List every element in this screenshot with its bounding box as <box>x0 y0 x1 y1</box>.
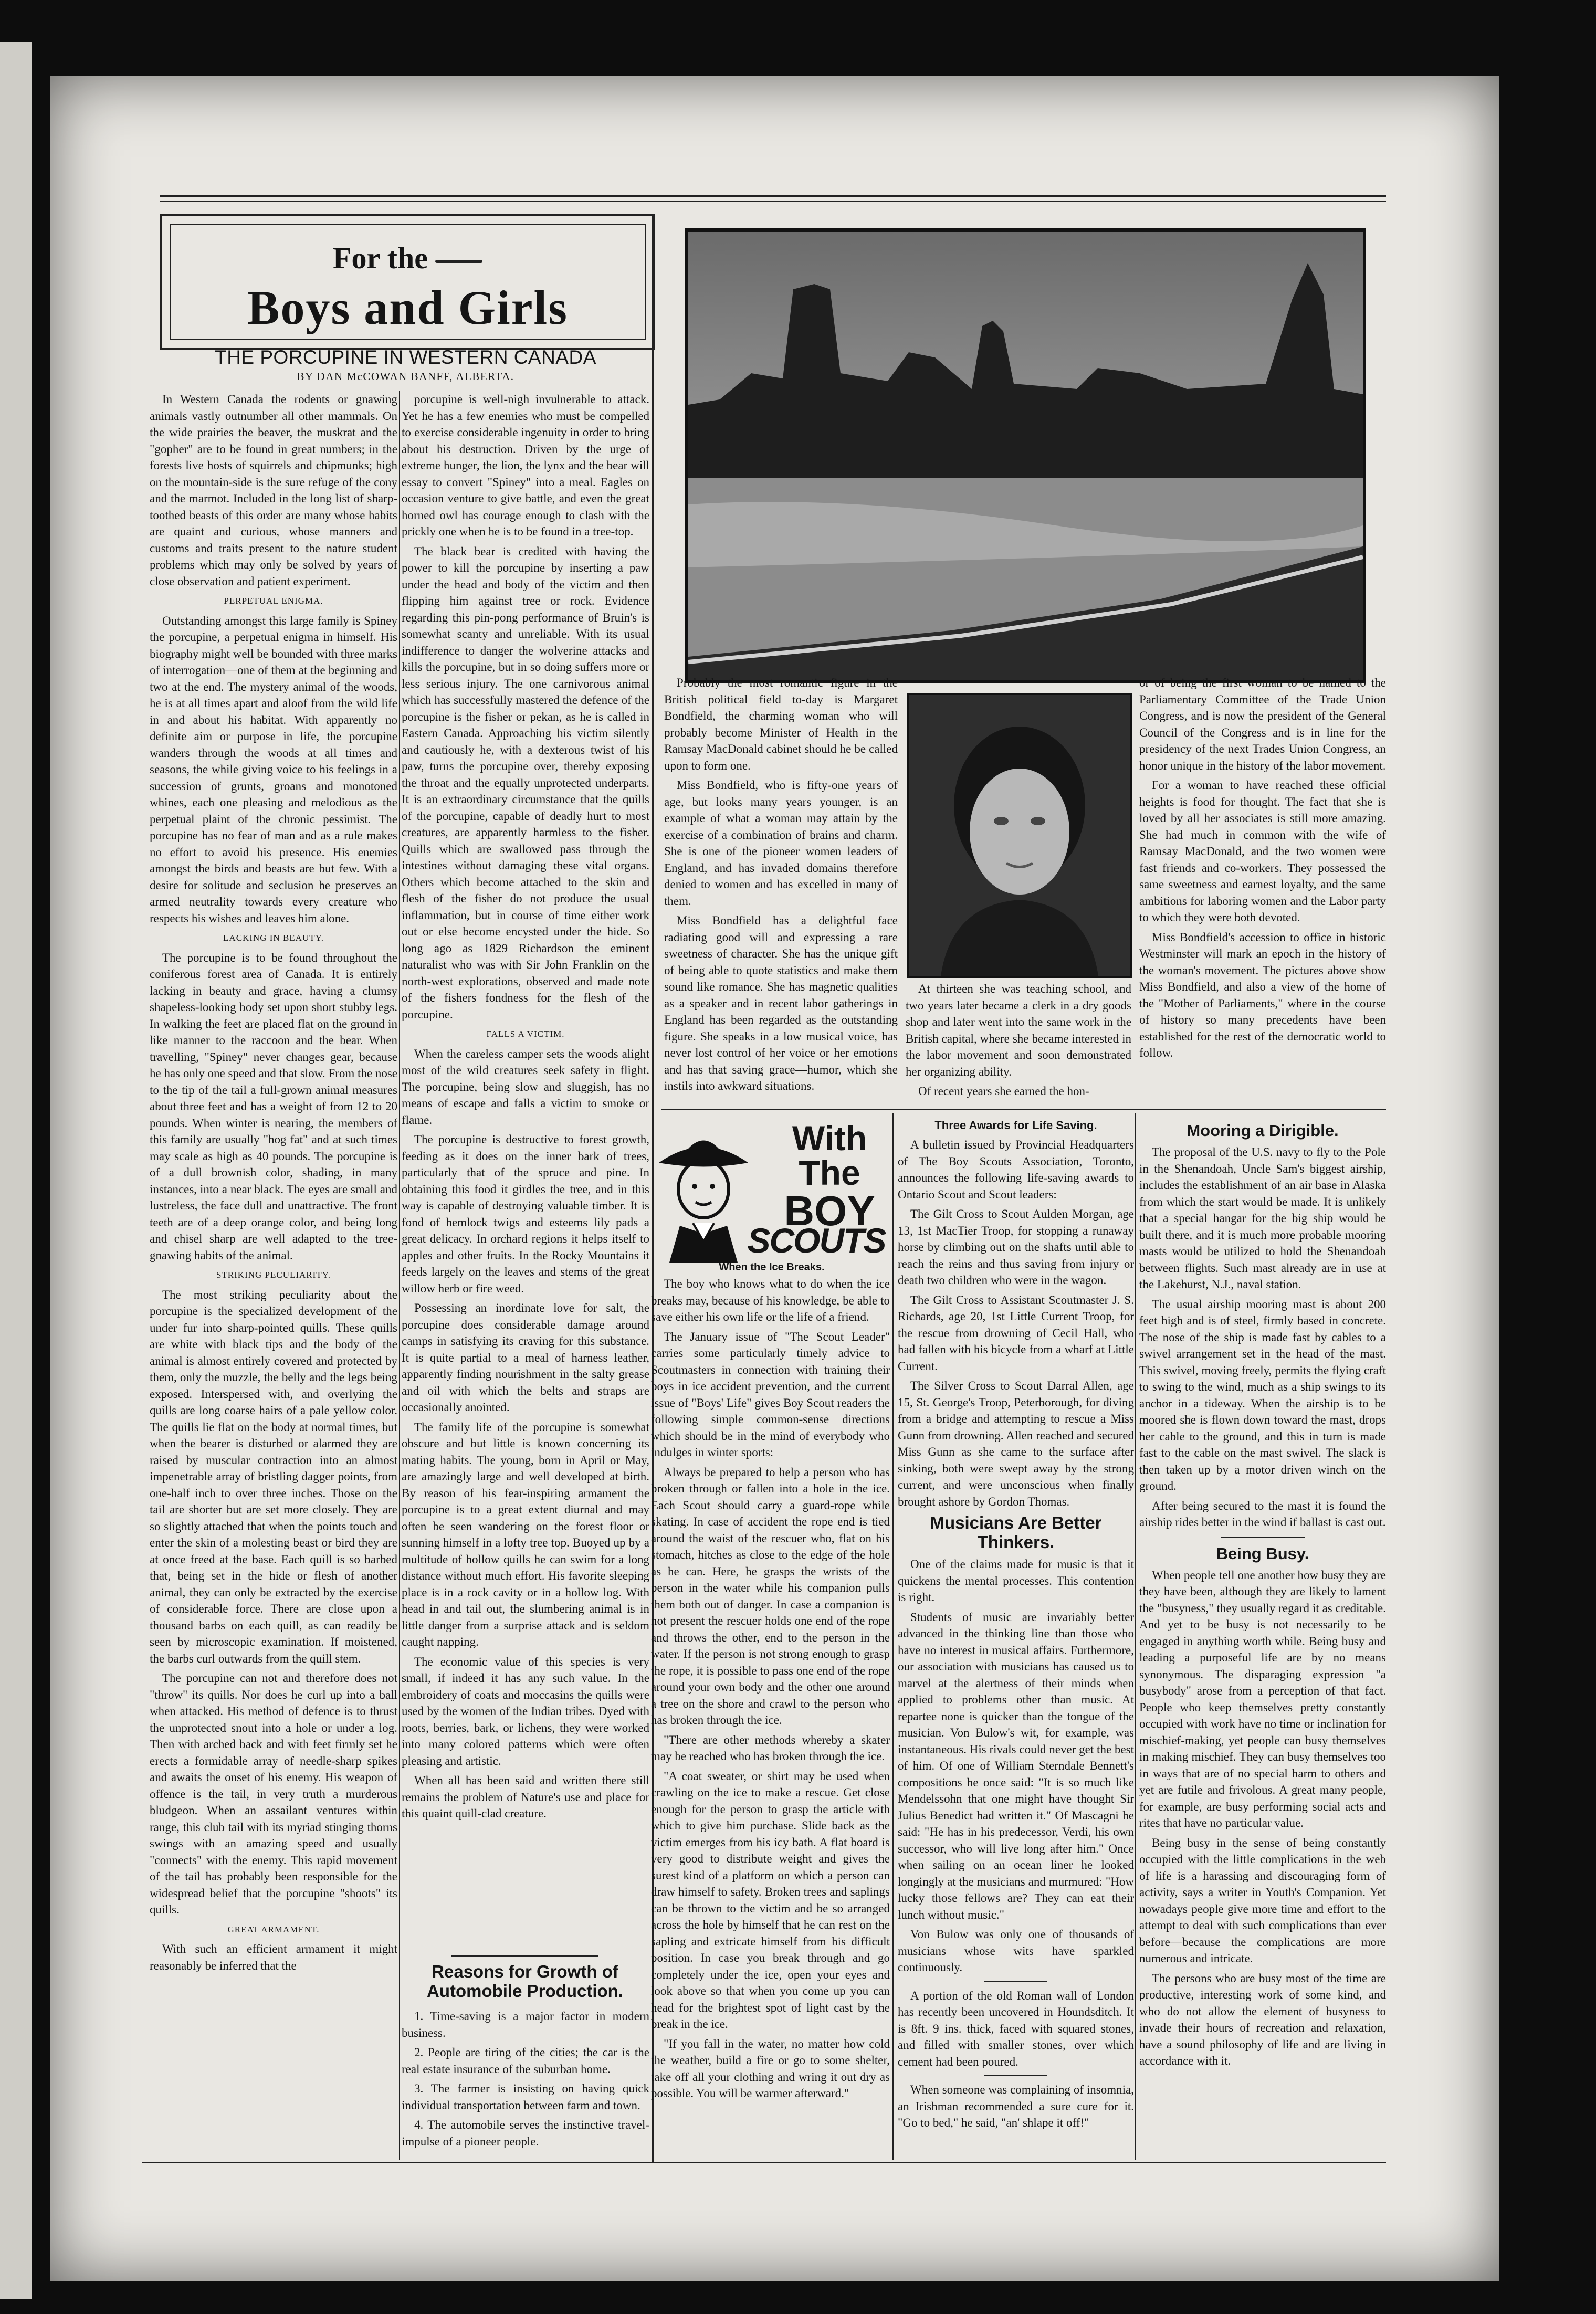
paragraph: "If you fall in the water, no matter how cold the weather, build a fire or go to some shelter, take off all your clothing and wring it out dry as possible. You will be warmer afterward." <box>651 2037 890 2100</box>
bondfield-column-a <box>664 675 898 1110</box>
paragraph: The economic value of this species is very small, if indeed it has any such value. In the embroidery of coats and moccasins the quills were used by the women of the Indian tribes. Dyed with roots, berries, bark, or lichens, they were worked into many colored patterns which were often pleasing and artistic. <box>402 1655 649 1768</box>
header-line2: Boys and Girls <box>247 281 568 334</box>
porcupine-byline: BY DAN McCOWAN BANFF, ALBERTA. <box>297 370 514 383</box>
header-line1-text: For the <box>333 241 428 275</box>
paragraph: When someone was complaining of insomnia, an Irishman recommended a sure cure for it. "Go to bed," he said, "an' shlape it off!" <box>898 2083 1134 2129</box>
adjacent-page-edge <box>0 42 32 2299</box>
paragraph: With such an efficient armament it might reasonably be inferred that the <box>150 1942 397 1972</box>
porcupine-title: THE PORCUPINE IN WESTERN CANADA <box>215 346 596 368</box>
paragraph: Probably the most romantic figure in the British political field to-day is Margaret Bondfield, the charming woman who will probably become Minister of Health in the Ramsay MacDonald cabinet should he be called upon to form one. <box>664 676 898 772</box>
paragraph: Outstanding amongst this large family is Spiney the porcupine, a perpetual enigma in himself. His biography might well be bounded with three marks of interrogation—one of them at the beginning and two at the end. The mystery animal of the woods, he is at all times apart and aloof from the wild life in and about his habitat. With apparently no definite aim or purpose in life, the porcupine wanders through the woods at all times and seasons, the while giving voice to his feelings in a succession of grunts, groans and monotoned whines, each one pleasing and melodious as the perpetual plaint of the chronic pessimist. The porcupine has no fear of man and as a rule makes no effort to avoid his presence. His enemies amongst the birds and beasts are but few. With a desire for solitude and seclusion he preserves an armed neutrality towards every creature who respects his wishes and leaves him alone. <box>150 614 397 925</box>
paragraph: When all has been said and written there still remains the problem of Nature's use and place for this quaint quill-clad creature. <box>402 1774 649 1820</box>
bondfield-column-b <box>906 981 1131 1112</box>
scouts-body <box>651 1276 890 2163</box>
porcupine-column-2 <box>402 391 649 1945</box>
paragraph: The porcupine can not and therefore does not "throw" its quills. Nor does he curl up into a ball when attacked. His method of defence is to thrust the unprotected snout into a hole or under a log. Then with arched back and with feet firmly set he erects a formidable array of needle-sharp spikes and awaits the onset of his enemy. His weapon of offence is the tail, in very truth a murderous bludgeon. When an assailant ventures within range, this club tail with its myriad stinging thorns swings with an amazing speed and usually "connects" with the enemy. This rapid movement of the tail has probably been responsible for the widespread belief that the porcupine "shoots" its quills. <box>150 1671 397 1916</box>
awards-section <box>898 1116 1134 2165</box>
paragraph: The Gilt Cross to Scout Aulden Morgan, age 13, 1st MacTier Troop, for stopping a runaway horse by climbing out on the shafts until able to reach the reins and thus saving from injury or death two children who were in the wagon. <box>898 1207 1134 1287</box>
paragraph: The proposal of the U.S. navy to fly to the Pole in the Shenandoah, Uncle Sam's biggest airship, includes the establishment of an air base in Alaska from which the start would be made. It is unlikely that a special hangar for the big ship would be built there, and it is much more probable mooring masts would be utilized to hold the Shenandoah between flights. Such mast already are in use at the Lakehurst, N.J., naval station. <box>1139 1145 1386 1291</box>
paragraph: porcupine is well-nigh invulnerable to attack. Yet he has a few enemies who must be compelled to exercise considerable ingenuity in order to bring about his destruction. Driven by the urge of extreme hunger, the lion, the lynx and the bear will essay to convert "Spiney" into a meal. Eagles on occasion venture to give battle, and even the great horned owl has courage enough to clash with the prickly one when he is to be found in a tree-top. <box>402 393 649 538</box>
column-rule <box>399 391 400 2160</box>
bondfield-portrait <box>907 693 1132 978</box>
paragraph: In Western Canada the rodents or gnawing animals vastly outnumber all other mammals. On the wide prairies the beaver, the muskrat and the "gopher" are to be found in great numbers; in the forests live hosts of squirrels and chipmunks; high on the mountain-side is the sure refuge of the cony and the marmot. Included in the long list of sharp-toothed beasts of this order are many whose habits are quaint and curious, whose manners and customs and traits present to the nature student problems which may only be solved by years of close observation and patient experiment. <box>150 393 397 588</box>
paragraph: or of being the first woman to be named to the Parliamentary Committee of the Trade Union Congress, and is now the president of the General Council of the Congress and is in line for the presidency of the next Trades Union Congress, an honor unique in the history of the labor movement. <box>1139 676 1386 772</box>
auto-list-item: 2. People are tiring of the cities; the car is the real estate insurance of the suburban home. <box>402 2046 649 2076</box>
column-rule <box>892 1113 894 2160</box>
header-line1 <box>171 240 645 276</box>
paragraph: The Silver Cross to Scout Darral Allen, age 15, St. George's Troop, Peterborough, for diving from a bridge and attempting to rescue a Miss Gunn from drowning. Allen reached and secured Miss Gunn as she came to the surface after sinking, both were swept away by the strong current, and were unconscious when finally brought ashore by Gordon Thomas. <box>898 1379 1134 1508</box>
paragraph: The porcupine is destructive to forest growth, feeding as it does on the inner bark of trees, particularly that of the spruce and pine. In obtaining this food it girdles the tree, and in this way is capable of destroying valuable timber. It is fond of hemlock twigs and esteems lily pads a great delicacy. In orchard regions it helps itself to apples and other fruits. In the Rocky Mountains it feeds largely on the leaves and stems of the great willow herb or fire weed. <box>402 1133 649 1295</box>
top-rule-thin <box>160 201 1386 202</box>
dirigible-title: Mooring a Dirigible. <box>1186 1121 1339 1140</box>
paragraph: Possessing an inordinate love for salt, the porcupine does considerable damage around camps in satisfying its craving for this substance. It is quite partial to a meal of harness leather, apparently finding nourishment in the salty grease and oil with which the belts and straps are occasionally anointed. <box>402 1301 649 1414</box>
subheading: FALLS A VICTIM. <box>486 1029 565 1039</box>
paragraph: Von Bulow was only one of thousands of musicians whose wits have sparkled continuously. <box>898 1928 1134 1974</box>
paragraph: Students of music are invariably better advanced in the thinking line than those who have no interest in musical affairs. Furthermore, our association with musicians has caused us to marvel at the alertness of their minds when applied to problems other than music. At repartee none is quicker than the tongue of the musician. Von Bulow's wit, for example, was instantaneous. His rivals could never get the best of him. Of one of William Sterndale Bennett's compositions he once said: "It is so much like Mendelssohn that one might have thought Sir Julius Benedict had written it." Of Mascagni he said: "He has in his predecessor, Verdi, his own successor, who will live long after him." Once when sailing on an ocean liner he looked longingly at the musicians and murmured: "How lucky those fellows are? They can eat their lunch without music." <box>898 1610 1134 1921</box>
auto-list-item: 3. The farmer is insisting on having quick individual transportation between farm and town. <box>402 2082 649 2112</box>
section-header-inner <box>170 224 646 340</box>
subheading: STRIKING PECULIARITY. <box>216 1270 331 1280</box>
paragraph: When the careless camper sets the woods alight most of the wild creatures seek safety in flight. The porcupine, being slow and sluggish, has no means of escape and falls a victim to smoke or flame. <box>402 1047 649 1127</box>
auto-title: Reasons for Growth of Automobile Production. <box>427 1962 623 2001</box>
subheading: GREAT ARMAMENT. <box>227 1924 320 1934</box>
paragraph: One of the claims made for music is that it quickens the mental processes. This contention is right. <box>898 1558 1134 1604</box>
divider <box>1221 1537 1305 1538</box>
paragraph: Miss Bondfield has a delightful face radiating good will and expressing a rare sweetness of character. She has the unique gift of being able to quote statistics and make them sound like romance. She has magnetic qualities as a speaker and in recent labor gatherings in England has been regarded as the outstanding figure. She speaks in a low musical voice, has never lost control of her voice or her emotions and has that saving grace—humor, which she instils into awkward situations. <box>664 914 898 1092</box>
auto-list-item: 4. The automobile serves the instinctive travel-impulse of a pioneer people. <box>402 2118 649 2148</box>
paragraph: The black bear is credited with having the power to kill the porcupine by inserting a paw under the head and body of the victim and then flipping him against tree or rock. Evidence regarding this pin-pong performance of Bruin's is somewhat scanty and unreliable. With its usual indifference to danger the wolverine attacks and kills the porcupine, but in so doing suffers more or less serious injury. The one carnivorous animal which has successfully mastered the defence of the porcupine is the fisher or pekan, as he is called in Eastern Canada. Approaching his victim silently and cautiously he, with a dexterous twist of his paw, turns the porcupine over, thereby exposing the throat and the equally unprotected underparts. It is an extraordinary circumstance that the quills of the porcupine, capable of deadly hurt to most creatures, are apparently harmless to the fisher. Quills which are swallowed pass through the intestines without damaging these vital organs. Others which become attached to the skin and flesh of the fisher do not produce the usual inflammation, but in course of time either work out or else become encysted under the hide. So long ago as 1829 Richardson the eminent naturalist who was with Sir John Franklin on the north-west explorations, observed and made note of the fishers fondness for the flesh of the porcupine. <box>402 544 649 1021</box>
middle-rule <box>662 1109 1386 1110</box>
paragraph: At thirteen she was teaching school, and two years later became a clerk in a dry goods shop and later went into the same work in the British capital, where she became interested in the labor movement and soon demonstrated her organizing ability. <box>906 982 1131 1078</box>
paragraph: A portion of the old Roman wall of London has recently been uncovered in Houndsditch. It is 8ft. 9 ins. thick, faced with squared stones, and filled with smaller stones, over which cement had been poured. <box>898 1989 1134 2068</box>
scouts-subtitle: When the Ice Breaks. <box>719 1261 825 1273</box>
paragraph: After being secured to the mast it is found the airship rides better in the wind if ballast is cast out. <box>1139 1499 1386 1529</box>
porcupine-column-1 <box>150 391 397 2160</box>
scouts-title-line3: BOY <box>784 1187 875 1234</box>
divider <box>984 1981 1047 1982</box>
paragraph: The boy who knows what to do when the ice breaks may, because of his knowledge, be able to save either his own life or the life of a friend. <box>651 1277 890 1323</box>
subheading: PERPETUAL ENIGMA. <box>224 596 323 606</box>
section-header-box <box>160 214 655 350</box>
paragraph: The family life of the porcupine is somewhat obscure and but little is known concerning its mating habits. The young, born in April or May, are amazingly large and well developed at birth. By reason of his fear-inspiring armament the porcupine is to a great extent diurnal and may often be seen wandering on the forest floor or sunning himself in a lofty tree top. Buoyed up by a multitude of hollow quills he can swim for a long distance without much effort. His favorite sleeping place is in a rock cavity or in a hollow log. With head in and tail out, the slumbering animal is in little danger from a surprise attack and is seldom caught napping. <box>402 1420 649 1648</box>
column-rule <box>1135 1113 1136 2160</box>
awards-title: Three Awards for Life Saving. <box>934 1119 1097 1132</box>
paragraph: Miss Bondfield, who is fifty-one years of age, but looks many years younger, is an example of what a woman may attain by the exercise of a combination of brains and charm. She is one of the pioneer women leaders of England, and has invaded domains therefore denied to women and has excelled in many of them. <box>664 779 898 908</box>
boy-scouts-heading <box>648 1121 895 1273</box>
auto-divider <box>452 1955 598 1957</box>
paragraph: "There are other methods whereby a skater may be reached who has broken through the ice. <box>651 1733 890 1763</box>
paragraph: The usual airship mooring mast is about 200 feet high and is of steel, firmly based in concrete. The nose of the ship is made fast by cables to a swivel arrangement set in the head of the mast. This swivel, moving freely, permits the flying craft to swing to the wind, much as a ship swings to its anchor in a tideway. When the airship is to be moored she is flown down toward the mast, drops her cable to the ground, and this in turn is made fast to the cable on the mast swivel. The slack is then taken up by a motor driven winch on the ground. <box>1139 1297 1386 1492</box>
bottom-rule <box>142 2162 1386 2163</box>
paragraph: Being busy in the sense of being constantly occupied with the little complications in the web of life is a harassing and discouraging form of activity, says a writer in Youth's Companion. Yet nowadays people give more time and effort to the attempt to deal with such complications than ever before—because the complications are more numerous and intricate. <box>1139 1836 1386 1965</box>
dirigible-section <box>1139 1118 1386 2160</box>
woman-portrait-image <box>909 695 1130 976</box>
paragraph: When people tell one another how busy they are they have been, although they are likely to lament the "busyness," they usually regard it as creditable. And yet to be busy is not necessarily to be engaged in anything worth while. Being busy and leading a purposeful life are by no means synonymous. The disparaging expression "a busybody" arose from a perception of that fact. People who keep themselves pretty constantly occupied with work have no time or inclination for mischief-making, yet people can busy themselves in making mischief. They can busy themselves too in ways that are of no special harm to others and yet are futile and frivolous. A great many people, for example, are busy performing social acts and rites that have no particular value. <box>1139 1568 1386 1829</box>
divider <box>984 2075 1047 2076</box>
paragraph: The persons who are busy most of the time are productive, interesting work of some kind, and who do not allow the element of busyness to invade their hours of recreation and relaxation, have a sound philosophy of life and are living in accordance with it. <box>1139 1971 1386 2067</box>
paragraph: Always be prepared to help a person who has broken through or fallen into a hole in the ice. Each Scout should carry a guard-rope while skating. In case of accident the rope end is tied around the waist of the rescuer who, flat on his stomach, hitches as close to the edge of the hole as he can. Here, he grasps the wrists of the person in the water while his companion pulls them both out of danger. In case a companion is not present the rescuer holds one end of the rope and throws the other, end to the person in the water. If the person is not strong enough to grasp the rope, it is possible to pass one end of the rope around your own body and the other one around a tree on the shore and crawl to the person who has broken through the ice. <box>651 1465 890 1727</box>
paragraph: The porcupine is to be found throughout the coniferous forest area of Canada. It is entirely lacking in beauty and grace, having a clumsy shapeless-looking body set upon short stubby legs. In walking the feet are placed flat on the ground in like manner to the raccoon and the bear. When travelling, "Spiney" never changes gear, because he has only one speed and that slow. From the nose to the tip of the tail a full-grown animal measures about three feet and has a weight of from 12 to 20 pounds. When winter is nearing, the members of this family are usually "hog fat" and at such times may scale as high as 40 pounds. The porcupine is of a dull brownish color, shading, in many instances, into a near black. The eyes are small and lustreless, the face dull and unattractive. The front teeth are of a deep orange color, and being long and chisel sharp are well adapted to the tree-gnawing habits of the animal. <box>150 951 397 1262</box>
subheading: LACKING IN BEAUTY. <box>223 933 324 943</box>
pointing-hand-icon <box>435 260 482 263</box>
paragraph: "A coat sweater, or shirt may be used when crawling on the ice to make a rescue. Get close enough for the person to grasp the article with which to give him purchase. Slide back as the victim emerges from his icy bath. A flat board is very good to distribute weight and gives the surest kind of a platform on which a person can draw himself to safety. Broken trees and saplings can be thrown to the victim and be so arranged across the hole by himself that he can rest on the sapling and extricate himself from his difficult position. In case you break through and go completely under the ice, open your eyes and look above so that when you come up you can head for the brightest spot of light cast by the break in the ice. <box>651 1769 890 2031</box>
scouts-title-line4: SCOUTS <box>747 1221 886 1260</box>
scouts-title-line2: The <box>799 1153 860 1192</box>
westminster-photo <box>685 228 1366 683</box>
top-rule <box>160 195 1386 197</box>
paragraph: The most striking peculiarity about the porcupine is the specialized development of the under fur into sharp-pointed quills. These quills are white with black tips and the body of the animal is almost entirely covered and protected by them, only the muzzle, the belly and the legs being exposed. Interspersed with, and overlying the quills are long coarse hairs of a pale yellow color. The quills lie flat on the body at normal times, but when the bearer is disturbed or alarmed they are raised by muscular contraction into an almost impenetrable array of bristling dagger points, from one-half inch to over three inches. Those on the tail are shorter but are set more closely. They are so slightly attached that when the points touch and enter the skin of a molesting beast or bird they are at once freed at the base. Each quill is so barbed that, being set in the hide or flesh of another animal, they can only be extracted by the exercise of considerable force. There are close upon a thousand barbs on each quill, as can readily be seen by microscopic examination. If moistened, the barbs curl outwards from the quill stem. <box>150 1288 397 1665</box>
bondfield-column-c <box>1139 675 1386 1110</box>
paragraph: For a woman to have reached these official heights is food for thought. The fact that she is loved by all her associates is still more amazing. She had much in common with the wife of Ramsay MacDonald, and the two women were fast friends and co-workers. They possessed the same sweetness and earnest loyalty, and the same ambitions for laboring women and the Labor party to which they were both devoted. <box>1139 779 1386 924</box>
paragraph: The January issue of "The Scout Leader" carries some particularly timely advice to Scoutmasters in connection with training their boys in ice accident prevention, and the current issue of "Boys' Life" gives Boy Scout readers the following simple common-sense directions which should be in the mind of everybody who indulges in winter sports: <box>651 1330 890 1459</box>
musicians-title: Musicians Are Better Thinkers. <box>930 1513 1102 1552</box>
paragraph: Of recent years she earned the hon- <box>918 1085 1089 1098</box>
paragraph: The Gilt Cross to Assistant Scoutmaster J. S. Richards, age 20, 1st Little Current Troop, for the rescue from drowning of Cecil Hall, who had fallen with his bicycle from a wharf at Little Current. <box>898 1293 1134 1373</box>
paragraph: A bulletin issued by Provincial Headquarters of The Boy Scouts Association, Toronto, announces the following life-saving awards to Ontario Scout and Scout leaders: <box>898 1138 1134 1201</box>
auto-items <box>402 2008 649 2160</box>
westminster-skyline-image <box>688 232 1363 680</box>
auto-list-item: 1. Time-saving is a major factor in modern business. <box>402 2010 649 2039</box>
busy-title: Being Busy. <box>1216 1544 1309 1563</box>
paragraph: Miss Bondfield's accession to office in historic Westminster will mark an epoch in the history of the woman's movement. The pictures above show Miss Bondfield, and also a view of the home of the "Mother of Parliaments," where in the course of history so many precedents have been established for the rest of the democratic world to follow. <box>1139 930 1386 1059</box>
scouts-title-line1: With <box>792 1119 867 1158</box>
